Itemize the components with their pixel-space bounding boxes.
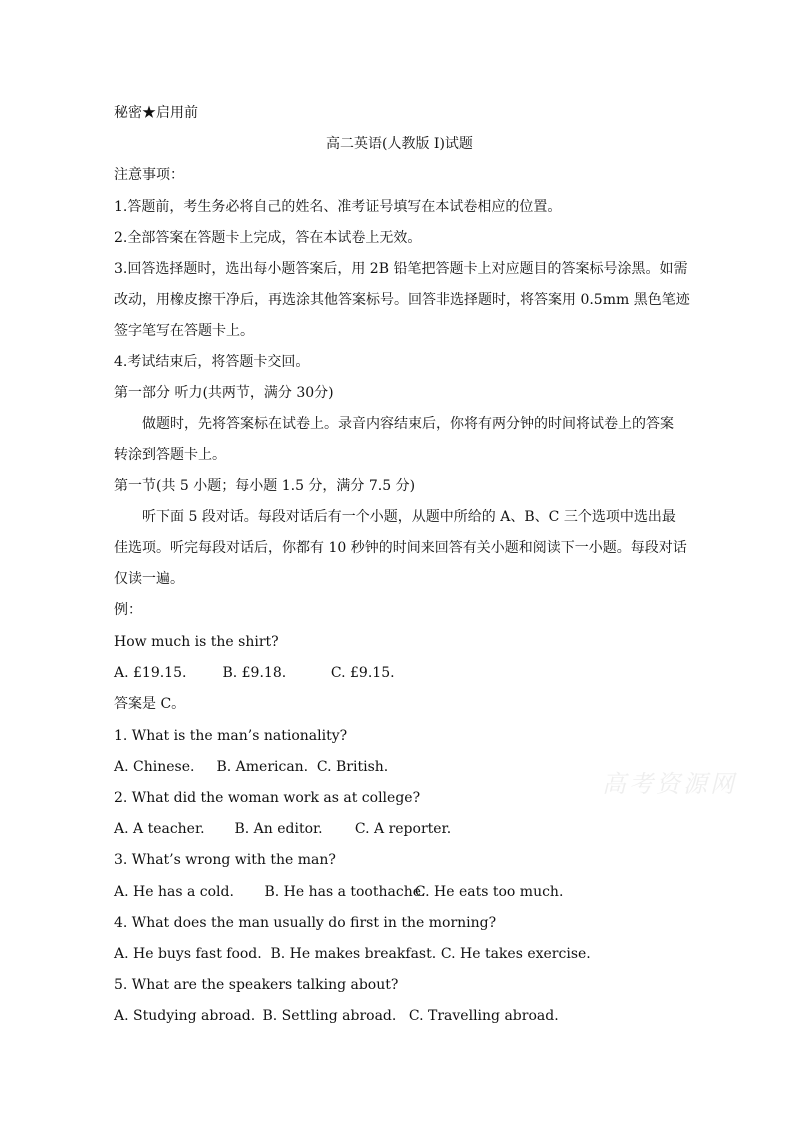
question-text: 2. What did the woman work as at college?	[114, 790, 421, 806]
part1-instruction: 转涂到答题卡上。	[114, 447, 226, 463]
question-options	[114, 1006, 559, 1026]
option-a: A. £19.15.	[114, 665, 187, 681]
exam-title: 高二英语(人教版 I)试题	[326, 136, 473, 152]
option-a: A. He buys fast food.	[114, 946, 262, 962]
note-item: 签字笔写在答题卡上。	[114, 323, 254, 339]
question-options	[114, 819, 451, 839]
question-text: 1. What is the man’s nationality?	[114, 728, 348, 744]
option-a: A. A teacher.	[114, 821, 205, 837]
option-b: B. £9.18.	[222, 665, 287, 681]
confidential-label: 秘密★启用前	[114, 105, 198, 121]
example-question: How much is the shirt?	[114, 634, 279, 650]
section1-instruction: 佳选项。听完每段对话后，你都有 10 秒钟的时间来回答有关小题和阅读下一小题。每段对话	[114, 540, 687, 556]
question-text: 5. What are the speakers talking about?	[114, 977, 399, 993]
option-c: C. Travelling abroad.	[408, 1008, 559, 1024]
option-a: A. He has a cold.	[114, 884, 234, 900]
option-a: A. Chinese.	[114, 759, 195, 775]
option-c: C. A reporter.	[354, 821, 452, 837]
option-b: B. Settling abroad.	[262, 1008, 397, 1024]
example-label: 例：	[114, 602, 142, 618]
option-c: C. He takes exercise.	[440, 946, 591, 962]
section1-instruction: 听下面 5 段对话。每段对话后有一个小题，从题中所给的 A、B、C 三个选项中选出最	[142, 509, 676, 525]
note-item: 改动，用橡皮擦干净后，再选涂其他答案标号。回答非选择题时，将答案用 0.5mm 黑色笔迹	[114, 292, 690, 308]
option-a: A. Studying abroad.	[114, 1008, 256, 1024]
question-text: 3. What’s wrong with the man?	[114, 852, 336, 868]
option-b: B. American.	[216, 759, 309, 775]
example-answer: 答案是 C。	[114, 696, 186, 712]
option-c: C. £9.15.	[330, 665, 395, 681]
notes-heading: 注意事项：	[114, 167, 184, 183]
note-item: 2.全部答案在答题卡上完成，答在本试卷上无效。	[114, 230, 422, 246]
watermark-logo: 高考资源网	[602, 770, 737, 798]
note-item: 4.考试结束后，将答题卡交回。	[114, 354, 310, 370]
part1-heading: 第一部分 听力(共两节，满分 30分)	[114, 385, 334, 401]
option-b: B. He has a toothache.	[264, 884, 426, 900]
question-options	[114, 882, 563, 902]
question-options	[114, 944, 591, 964]
part1-instruction: 做题时，先将答案标在试卷上。录音内容结束后，你将有两分钟的时间将试卷上的答案	[142, 416, 674, 432]
option-c: C. British.	[316, 759, 389, 775]
note-item: 3.回答选择题时，选出每小题答案后，用 2B 铅笔把答题卡上对应题目的答案标号涂黑。如需	[114, 261, 688, 277]
option-b: B. An editor.	[234, 821, 323, 837]
section1-heading: 第一节(共 5 小题；每小题 1.5 分，满分 7.5 分)	[114, 478, 416, 494]
note-item: 1.答题前，考生务必将自己的姓名、准考证号填写在本试卷相应的位置。	[114, 199, 562, 215]
question-text: 4. What does the man usually do first in the morning?	[114, 915, 497, 931]
question-options	[114, 757, 388, 777]
example-options	[114, 663, 395, 683]
option-b: B. He makes breakfast.	[270, 946, 437, 962]
option-c: C. He eats too much.	[414, 884, 564, 900]
section1-instruction: 仅读一遍。	[114, 571, 184, 587]
